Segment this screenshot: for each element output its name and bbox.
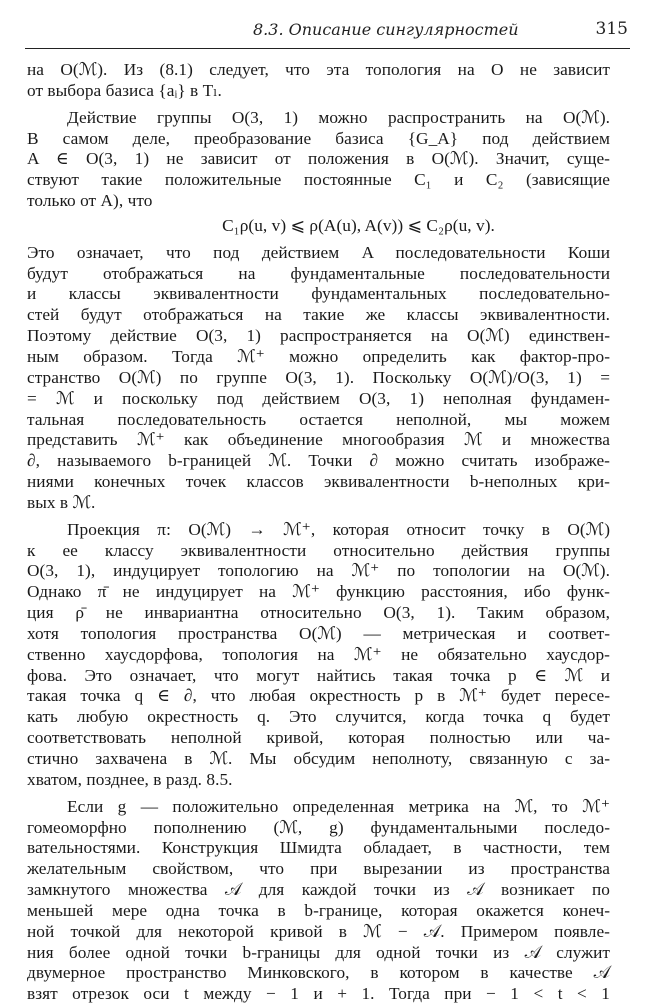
text-line: Проекция π: O(ℳ) → ℳ⁺, которая относит точку в O(ℳ)	[67, 519, 610, 539]
text-line: В самом деле, преобразование базиса {G_A} под действием	[27, 128, 610, 148]
formula: C₁ρ(u, v) ⩽ ρ(A(u), A(v)) ⩽ C₂ρ(u, v).	[222, 215, 495, 235]
text-line: представить ℳ⁺ как объединение многообразия ℳ и множества	[27, 430, 610, 450]
text-line: Однако π̄ не индуцирует на ℳ⁺ функцию расстояния, ибо функ-	[27, 582, 610, 602]
page-number: 315	[595, 19, 628, 39]
text-line: и классы эквивалентности фундаментальных последовательно-	[27, 284, 610, 304]
text-line: гомеоморфно пополнению (ℳ, g) фундаментальными последо-	[27, 817, 610, 837]
text-line: вых в ℳ.	[27, 492, 96, 512]
body-text	[27, 60, 610, 1005]
text-line: ∂, называемого b-границей ℳ. Точки ∂ можно считать изображе-	[27, 451, 610, 471]
text-line: кать любую окрестность q. Это случится, когда точка q будет	[27, 707, 610, 727]
text-line: желательным свойством, что при вырезании из пространства	[27, 859, 610, 879]
text-line: = ℳ и поскольку под действием O(3, 1) неполная фундамен-	[27, 388, 610, 408]
text-line: Действие группы O(3, 1) можно распространить на O(ℳ).	[67, 107, 610, 127]
text-line: будут отображаться на фундаментальные последовательности	[27, 263, 610, 283]
text-line: взят отрезок оси t между − 1 и + 1. Тогда при − 1 < t < 1	[27, 984, 610, 1004]
text-line: на O(ℳ). Из (8.1) следует, что эта топология на O не зависит	[27, 60, 610, 79]
text-line: тальная последовательность остается неполной, мы можем	[27, 409, 610, 429]
text-line: ниями конечных точек классов эквивалентности b-неполных кри-	[27, 472, 610, 492]
text-line: фова. Это означает, что могут найтись такая точка p ∈ ℳ и	[27, 665, 610, 685]
text-line: ствуют такие положительные постоянные C₁ и C₂ (зависящие	[27, 170, 610, 190]
text-line: A ∈ O(3, 1) не зависит от положения в O(ℳ). Значит, суще-	[27, 149, 610, 169]
text-line: двумерное пространство Минковского, в котором в качестве 𝒜	[27, 963, 610, 983]
text-line: O(3, 1), индуцирует топологию на ℳ⁺ по топологии на O(ℳ).	[27, 561, 610, 581]
text-line: Это означает, что под действием A последовательности Коши	[27, 242, 610, 262]
text-line: меньшей мере одна точка в b-границе, которая окажется конеч-	[27, 900, 610, 920]
running-head	[25, 14, 630, 49]
text-line: к ее классу эквивалентности относительно действия группы	[27, 540, 610, 560]
text-line: ция ρ̄ не инвариантна относительно O(3, 1). Таким образом,	[27, 603, 610, 623]
text-line: ственно хаусдорфова, топология на ℳ⁺ не обязательно хаусдор-	[27, 644, 610, 664]
text-line: ной точкой для некоторой кривой в ℳ − 𝒜. Примером появле-	[27, 921, 610, 941]
text-line: соответствовать неполной кривой, которая полностью или ча-	[27, 728, 610, 748]
text-line: хотя топология пространства O(ℳ) — метрическая и соответ-	[27, 623, 610, 643]
text-line: Если g — положительно определенная метрика на ℳ, то ℳ⁺	[67, 796, 610, 816]
text-line: Поэтому действие O(3, 1) распространяется на O(ℳ) единствен-	[27, 326, 610, 346]
text-line: от выбора базиса {aᵢ} в Tₗ.	[27, 80, 222, 100]
text-line: вательностями. Конструкция Шмидта обладает, в частности, тем	[27, 838, 610, 858]
text-line: странство O(ℳ) по группе O(3, 1). Поскольку O(ℳ)/O(3, 1) =	[27, 367, 610, 387]
text-line: хватом, позднее, в разд. 8.5.	[27, 769, 233, 789]
text-line: такая точка q ∈ ∂, что любая окрестность p в ℳ⁺ будет пересе-	[27, 686, 610, 706]
text-line: ным образом. Тогда ℳ⁺ можно определить как фактор-про-	[27, 346, 610, 366]
text-line: стей будут отображаться на такие же классы эквивалентности.	[27, 305, 610, 325]
text-line: только от A), что	[27, 191, 153, 211]
text-line: ния более одной точки b-границы для одной точки из 𝒜 служит	[27, 942, 610, 962]
text-line: стично захвачена в ℳ. Мы обсудим неполноту, связанную с за-	[27, 749, 610, 768]
section-title: 8.3. Описание сингулярностей	[253, 20, 519, 39]
text-line: замкнутого множества 𝒜 для каждой точки из 𝒜 возникает по	[27, 880, 610, 900]
